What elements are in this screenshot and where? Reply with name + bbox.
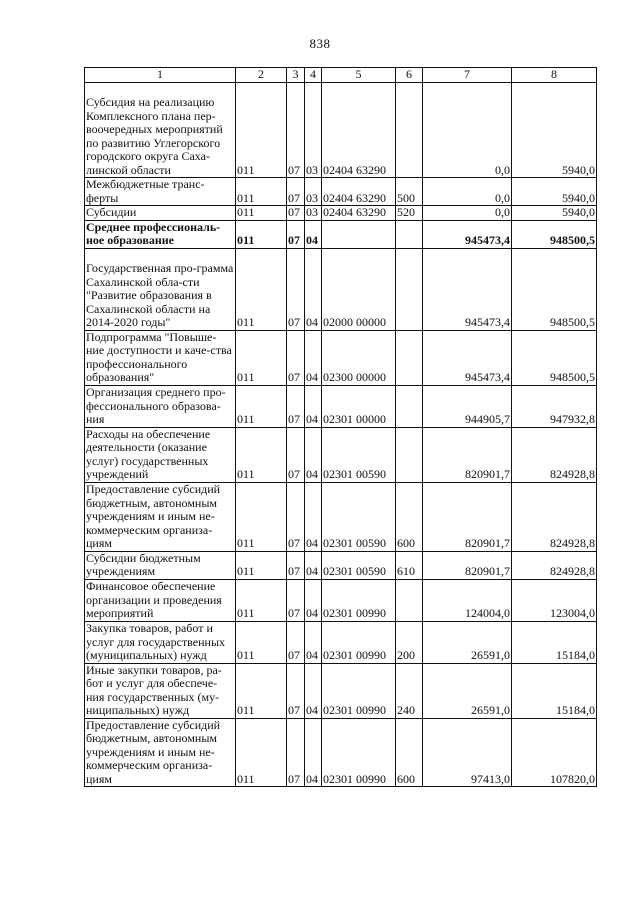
row-amount-1-cell: 945473,4 [423, 330, 512, 385]
row-amount-1-cell: 97413,0 [423, 718, 512, 787]
row-subsection-cell: 04 [305, 220, 322, 248]
row-name-cell: Подпрограмма "Повыше-ние доступности и каче-ства профессионального образования" [85, 330, 236, 385]
row-section-cell: 07 [287, 482, 305, 551]
row-subsection-cell: 03 [305, 83, 322, 178]
row-name-cell: Государственная про-грамма Сахалинской обла-сти "Развитие образования в Сахалинской области на 2014-2020 годы" [85, 248, 236, 330]
row-subsection-cell: 04 [305, 248, 322, 330]
row-expense-type-cell [396, 220, 423, 248]
row-subsection-cell: 04 [305, 621, 322, 663]
page-number: 838 [309, 36, 331, 51]
row-amount-2-cell: 5940,0 [512, 83, 597, 178]
table-row [85, 178, 597, 206]
table-row [85, 83, 597, 178]
row-name-cell: Финансовое обеспечение организации и проведения мероприятий [85, 579, 236, 621]
row-name-cell: Организация среднего про-фессионального образова-ния [85, 385, 236, 427]
row-expense-type-cell: 610 [396, 551, 423, 579]
row-name-cell: Предоставление субсидий бюджетным, автономным учреждениям и иным не-коммерческим организа-циям [85, 482, 236, 551]
row-subsection-cell: 04 [305, 385, 322, 427]
row-admin-code-cell: 011 [236, 248, 287, 330]
row-admin-code-cell: 011 [236, 206, 287, 221]
row-target-article-cell: 02404 63290 [322, 206, 396, 221]
row-expense-type-cell: 520 [396, 206, 423, 221]
row-expense-type-cell [396, 330, 423, 385]
row-name-cell: Субсидия на реализацию Комплексного плана пер-воочередных мероприятий по развитию Углегорского городского округа Саха-линской области [85, 83, 236, 178]
row-amount-2-cell: 948500,5 [512, 248, 597, 330]
row-target-article-cell: 02301 00990 [322, 621, 396, 663]
row-expense-type-cell: 600 [396, 482, 423, 551]
table-row [85, 427, 597, 482]
row-expense-type-cell [396, 248, 423, 330]
table-row [85, 220, 597, 248]
row-amount-2-cell: 5940,0 [512, 206, 597, 221]
row-expense-type-cell [396, 83, 423, 178]
row-admin-code-cell: 011 [236, 330, 287, 385]
row-amount-1-cell: 820901,7 [423, 427, 512, 482]
row-name-cell: Субсидии [85, 206, 236, 221]
row-section-cell: 07 [287, 248, 305, 330]
row-target-article-cell: 02301 00590 [322, 482, 396, 551]
row-amount-2-cell: 948500,5 [512, 220, 597, 248]
row-admin-code-cell: 011 [236, 663, 287, 718]
row-subsection-cell: 04 [305, 482, 322, 551]
row-subsection-cell: 03 [305, 206, 322, 221]
row-name-cell: Предоставление субсидий бюджетным, автономным учреждениям и иным не-коммерческим организа-циям [85, 718, 236, 787]
row-amount-2-cell: 107820,0 [512, 718, 597, 787]
row-amount-2-cell: 824928,8 [512, 482, 597, 551]
row-admin-code-cell: 011 [236, 579, 287, 621]
row-amount-1-cell: 26591,0 [423, 663, 512, 718]
row-target-article-cell: 02301 00990 [322, 579, 396, 621]
row-amount-2-cell: 15184,0 [512, 621, 597, 663]
row-admin-code-cell: 011 [236, 551, 287, 579]
header-col-5: 5 [322, 68, 396, 83]
row-name-cell: Субсидии бюджетным учреждениям [85, 551, 236, 579]
row-target-article-cell: 02300 00000 [322, 330, 396, 385]
row-amount-1-cell: 945473,4 [423, 220, 512, 248]
row-subsection-cell: 04 [305, 718, 322, 787]
row-admin-code-cell: 011 [236, 178, 287, 206]
row-amount-1-cell: 945473,4 [423, 248, 512, 330]
header-col-4: 4 [305, 68, 322, 83]
row-amount-1-cell: 124004,0 [423, 579, 512, 621]
row-expense-type-cell [396, 385, 423, 427]
row-section-cell: 07 [287, 220, 305, 248]
table-row [85, 621, 597, 663]
row-section-cell: 07 [287, 385, 305, 427]
row-section-cell: 07 [287, 83, 305, 178]
row-amount-1-cell: 26591,0 [423, 621, 512, 663]
row-section-cell: 07 [287, 579, 305, 621]
row-section-cell: 07 [287, 178, 305, 206]
row-amount-2-cell: 824928,8 [512, 551, 597, 579]
row-admin-code-cell: 011 [236, 385, 287, 427]
table-row [85, 579, 597, 621]
row-target-article-cell: 02301 00590 [322, 551, 396, 579]
row-amount-2-cell: 824928,8 [512, 427, 597, 482]
row-expense-type-cell [396, 579, 423, 621]
row-subsection-cell: 04 [305, 427, 322, 482]
row-target-article-cell: 02404 63290 [322, 178, 396, 206]
row-name-cell: Среднее профессиональ-ное образование [85, 220, 236, 248]
header-col-3: 3 [287, 68, 305, 83]
row-admin-code-cell: 011 [236, 482, 287, 551]
row-name-cell: Межбюджетные транс-ферты [85, 178, 236, 206]
header-col-6: 6 [396, 68, 423, 83]
row-section-cell: 07 [287, 663, 305, 718]
row-amount-2-cell: 5940,0 [512, 178, 597, 206]
row-amount-2-cell: 948500,5 [512, 330, 597, 385]
row-section-cell: 07 [287, 206, 305, 221]
row-section-cell: 07 [287, 551, 305, 579]
budget-table [84, 67, 597, 787]
table-row [85, 482, 597, 551]
row-admin-code-cell: 011 [236, 621, 287, 663]
row-amount-1-cell: 0,0 [423, 178, 512, 206]
header-col-8: 8 [512, 68, 597, 83]
table-row [85, 206, 597, 221]
header-col-7: 7 [423, 68, 512, 83]
row-subsection-cell: 03 [305, 178, 322, 206]
row-amount-1-cell: 820901,7 [423, 482, 512, 551]
table-row [85, 551, 597, 579]
row-section-cell: 07 [287, 621, 305, 663]
row-admin-code-cell: 011 [236, 718, 287, 787]
row-target-article-cell: 02301 00590 [322, 427, 396, 482]
row-subsection-cell: 04 [305, 663, 322, 718]
table-row [85, 718, 597, 787]
header-col-1: 1 [85, 68, 236, 83]
row-name-cell: Закупка товаров, работ и услуг для государственных (муниципальных) нужд [85, 621, 236, 663]
row-section-cell: 07 [287, 330, 305, 385]
row-expense-type-cell: 600 [396, 718, 423, 787]
row-name-cell: Иные закупки товаров, ра-бот и услуг для обеспече-ния государственных (му-ниципальных) нужд [85, 663, 236, 718]
header-col-2: 2 [236, 68, 287, 83]
row-amount-1-cell: 0,0 [423, 206, 512, 221]
row-amount-1-cell: 820901,7 [423, 551, 512, 579]
row-expense-type-cell [396, 427, 423, 482]
table-row [85, 385, 597, 427]
row-target-article-cell: 02404 63290 [322, 83, 396, 178]
row-target-article-cell [322, 220, 396, 248]
row-target-article-cell: 02301 00990 [322, 663, 396, 718]
row-subsection-cell: 04 [305, 551, 322, 579]
row-admin-code-cell: 011 [236, 83, 287, 178]
table-row [85, 330, 597, 385]
row-admin-code-cell: 011 [236, 427, 287, 482]
row-amount-1-cell: 0,0 [423, 83, 512, 178]
row-section-cell: 07 [287, 718, 305, 787]
row-expense-type-cell: 240 [396, 663, 423, 718]
row-amount-2-cell: 15184,0 [512, 663, 597, 718]
row-expense-type-cell: 200 [396, 621, 423, 663]
row-amount-1-cell: 944905,7 [423, 385, 512, 427]
row-name-cell: Расходы на обеспечение деятельности (оказание услуг) государственных учреждений [85, 427, 236, 482]
row-target-article-cell: 02000 00000 [322, 248, 396, 330]
row-expense-type-cell: 500 [396, 178, 423, 206]
row-subsection-cell: 04 [305, 579, 322, 621]
row-target-article-cell: 02301 00000 [322, 385, 396, 427]
table-row [85, 663, 597, 718]
row-amount-2-cell: 123004,0 [512, 579, 597, 621]
row-admin-code-cell: 011 [236, 220, 287, 248]
row-section-cell: 07 [287, 427, 305, 482]
table-row [85, 248, 597, 330]
row-target-article-cell: 02301 00990 [322, 718, 396, 787]
row-subsection-cell: 04 [305, 330, 322, 385]
row-amount-2-cell: 947932,8 [512, 385, 597, 427]
header-row [85, 68, 597, 83]
